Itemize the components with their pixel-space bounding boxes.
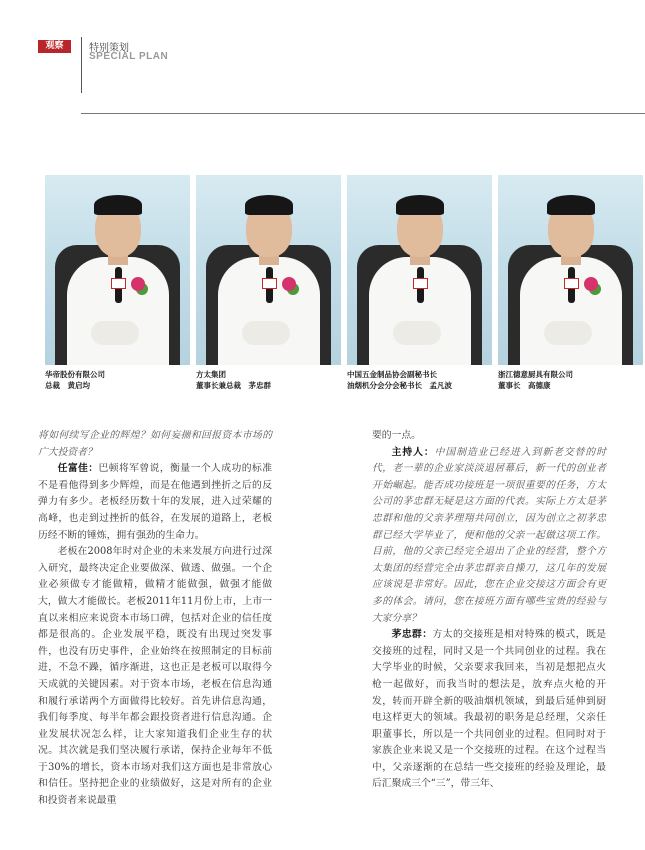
question-text: 中国制造业已经进入到新老交替的时代，老一辈的企业家淡淡退居幕后，新一代的创业者开始崛起。能否成功接班是一项很重要的任务，方太公司的茅忠群无疑是这方面的代表。实际上方太是茅忠群和他的父亲茅理翔共同创立，因为创立之初茅忠群已经大学毕业了，便和他的父亲一起做这项工作。目前，他的父亲已经完全退出了企业的经营，整个方太集团的经营完全由茅忠群亲自操刀，这几年的发展应该说是非常好。因此，您在企业交接这方面会有更多的体会。请问，您在接班方面有哪些宝贵的经验与大家分享？ [372, 446, 607, 624]
page-header [0, 0, 645, 120]
photo-caption-2 [196, 369, 271, 391]
caption-company: 中国五金制品协会副秘书长 [347, 370, 437, 379]
caption-company: 浙江德意厨具有限公司 [498, 370, 573, 379]
photo-caption-3 [347, 369, 452, 391]
corsage-icon [131, 277, 145, 291]
photo-speaker-4 [498, 175, 643, 365]
section-title-cn: 特别策划 [89, 43, 129, 54]
photo-speaker-1 [45, 175, 190, 365]
header-divider-vertical [81, 37, 82, 93]
photo-caption-1 [45, 369, 105, 391]
answer-text: 巴顿将军曾说，衡量一个人成功的标准不是看他得到多少辉煌，而是在他遇到挫折之后的反弹力有多少。老板经历数十年的发展，进入过荣耀的高峰，也走到过挫折的低谷，在发展的道路上，老板历经不断的锤炼，拥有强劲的生命力。 [38, 463, 272, 541]
corsage-icon [282, 277, 296, 291]
article-column-left [38, 428, 272, 810]
answer-paragraph [372, 627, 606, 793]
speaker-name: 主持人： [391, 446, 435, 458]
caption-company: 方太集团 [196, 370, 226, 379]
question-paragraph [372, 445, 606, 628]
caption-company: 华帝股份有限公司 [45, 370, 105, 379]
section-tag: 观察 [38, 40, 71, 53]
caption-role: 总裁 黄启均 [45, 381, 90, 390]
photo-speaker-3 [347, 175, 492, 365]
caption-role: 董事长兼总裁 茅忠群 [196, 381, 271, 390]
speaker-name: 茅忠群： [391, 629, 433, 641]
body-paragraph: 要的一点。 [372, 430, 421, 441]
section-title-en: SPECIAL PLAN [89, 51, 169, 62]
question-text: 将如何续写企业的辉煌？如何妄揣和回报资本市场的广大投资者？ [38, 430, 272, 458]
photo-caption-4 [498, 369, 573, 391]
article-column-right [372, 428, 606, 793]
header-divider-horizontal [81, 113, 645, 114]
speaker-name: 任富佳： [57, 463, 99, 475]
body-paragraph: 老板在2008年时对企业的未来发展方向进行过深入研究，最终决定企业要做深、做透、做强。一个企业必须做专才能做精，做精才能做强，做强才能做大，做大才能做长。老板2011年11月份上市，上市一直以来相应来说资本市场口碑，包括对企业的信任度都是很高的。企业发展平稳，既没有出现过突发事件，也没有历史事件，企业始终在按照制定的目标前进，不急不躁，循序渐进，这也正是老板可以取得今天成就的关键因素。对于资本市场，老板在信息沟通和履行承诺两个方面做得比较好。首先讲信息沟通，我们每季度、每半年都会跟投资者进行信息沟通。企业发展状况怎么样，让大家知道我们企业生存的状况。其次就是我们坚决履行承诺，保持企业每年不低于30%的增长，资本市场对我们这方面也是非常放心和信任。坚持把企业的业绩做好，这是对所有的企业和投资者来说最重 [38, 546, 272, 807]
answer-paragraph [38, 461, 272, 544]
caption-role: 油烟机分会分会秘书长 孟凡波 [347, 381, 452, 390]
caption-role: 董事长 高德康 [498, 381, 551, 390]
photo-speaker-2 [196, 175, 341, 365]
corsage-icon [584, 277, 598, 291]
answer-text: 方太的交接班是相对特殊的模式，既是交接班的过程，同时又是一个共同创业的过程。我在大学毕业的时候，父亲要求我回来，当初是想把点火枪一起做好，而我当时的想法是，放弃点火枪的开发，转而开辟全新的吸油烟机领域，到最后延伸到厨电这样更大的领域。我最初的职务是总经理，父亲任职董事长，所以是一个共同创业的过程。但同时对于家族企业来说又是一个交接班的过程。在这个过程当中，父亲逐渐的在总结一些交接班的经验及理论，最后汇聚成三个“三”，带三年、 [372, 629, 606, 790]
